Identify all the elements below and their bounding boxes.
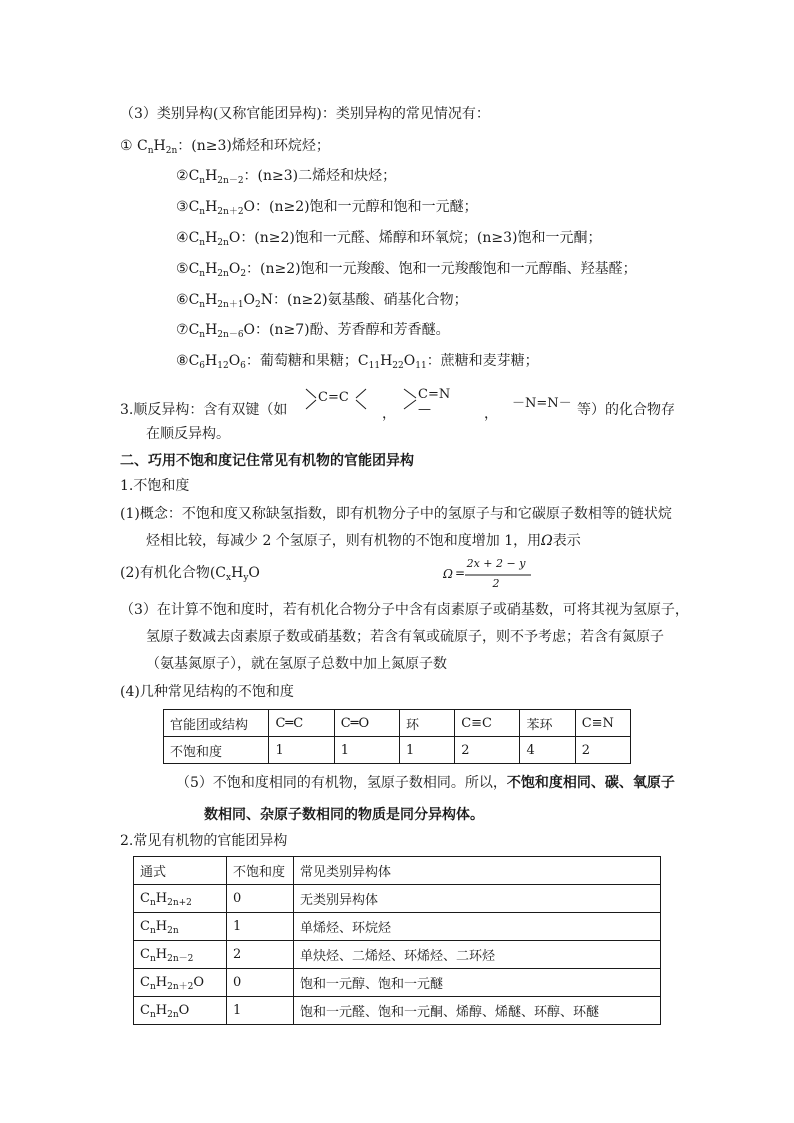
isomer-item-3: $③C_nH_{2n+2}O$：(n≥2)饱和一元醇和饱和一元醚； (176, 199, 478, 217)
structure-c-n-double: C=N— (402, 385, 422, 415)
rule-3-line-1: （3）在计算不饱和度时，若有机化合物分子中含有卤素原子或硝基数，可将其视为氢原子， (120, 602, 689, 618)
table-row (134, 857, 661, 885)
section-2-heading: 二、巧用不饱和度记住常见有机物的官能团异构 (120, 453, 414, 469)
table-cell: 官能团或结构 (164, 710, 269, 737)
table-cell: 环 (399, 710, 454, 737)
subsection-1-title: 1.不饱和度 (120, 478, 190, 494)
table-cell: C≡N (575, 710, 630, 737)
isomer-item-6: $⑥C_nH_{2n+1}O_2N$：(n≥2)氨基酸、硝基化合物； (176, 292, 468, 310)
structure-n-n-double: －N=N－ (512, 396, 572, 411)
rule-5-line-1: （5）不饱和度相同的有机物，氢原子数相同。所以，不饱和度相同、碳、氧原子 (176, 775, 675, 791)
table-cell: 单烯烃、环烷烃 (294, 913, 661, 941)
rule-3-line-3: （氨基氮原子），就在氢原子总数中加上氮原子数 (146, 656, 447, 672)
unsaturation-table (163, 709, 631, 764)
table-cell: 不饱和度 (227, 857, 294, 885)
definition-line-2: 烃相比较，每减少 2 个氢原子，则有机物的不饱和度增加 1，用Ω表示 (146, 533, 581, 549)
table-cell: 1 (227, 913, 294, 941)
table-cell: C≡C (455, 710, 520, 737)
cis-trans-sep2: ， (484, 406, 498, 422)
table-cell: 常见类别异构体 (294, 857, 661, 885)
cis-trans-cont: 在顺反异构。 (146, 426, 230, 442)
table-cell: 2 (455, 737, 520, 764)
table-cell: 1 (227, 997, 294, 1025)
isomer-item-4: $④C_nH_{2n}O$：(n≥2)饱和一元醛、烯醇和环氧烷；(n≥3)饱和一元酮； (176, 230, 602, 248)
table-cell: 苯环 (520, 710, 575, 737)
table-row (134, 941, 661, 969)
cis-trans-lead: 3.顺反异构：含有双键（如 (120, 402, 288, 418)
table-cell: $C_nH_{2n+2}$ (134, 885, 227, 913)
table-row (164, 737, 631, 764)
table-cell: $C_nH_{2n}$ (134, 913, 227, 941)
table-cell: $C_nH_{2n-2}$ (134, 941, 227, 969)
formula-line: (2)有机化合物($C_xH_yO$ (120, 565, 260, 583)
table-cell: 1 (334, 737, 399, 764)
subsection-2-title: 2.常见有机物的官能团异构 (120, 833, 288, 849)
table-cell: 2 (227, 941, 294, 969)
table-row (134, 913, 661, 941)
rule-4-title: (4)几种常见结构的不饱和度 (120, 684, 294, 700)
table-cell: C═C (269, 710, 334, 737)
table-row (134, 997, 661, 1025)
table-cell: 1 (269, 737, 334, 764)
table-cell: 1 (399, 737, 454, 764)
table-cell: 通式 (134, 857, 227, 885)
table-cell: 0 (227, 885, 294, 913)
table-cell: 饱和一元醛、饱和一元酮、烯醇、烯醚、环醇、环醚 (294, 997, 661, 1025)
definition-line-1: (1)概念：不饱和度又称缺氢指数，即有机物分子中的氢原子与和它碳原子数相等的链状烷 (120, 506, 672, 522)
table-row (134, 885, 661, 913)
table-cell: 无类别异构体 (294, 885, 661, 913)
table-cell: 0 (227, 969, 294, 997)
rule-3-line-2: 氢原子数减去卤素原子数或硝基数；若含有氧或硫原子，则不予考虑；若含有氮原子 (146, 629, 664, 645)
isomer-item-5: $⑤C_nH_{2n}O_2$：(n≥2)饱和一元羧酸、饱和一元羧酸饱和一元醇酯、羟基醛； (176, 261, 637, 279)
table-cell: 不饱和度 (164, 737, 269, 764)
isomer-table (133, 856, 661, 1025)
para-3-title: （3）类别异构(又称官能团异构)：类别异构的常见情况有： (120, 106, 490, 122)
isomer-item-2: $②C_nH_{2n-2}$：(n≥3)二烯烃和炔烃； (176, 168, 397, 186)
cis-trans-tail: 等）的化合物存 (577, 402, 675, 418)
table-cell: 2 (575, 737, 630, 764)
isomer-item-7: $⑦C_nH_{2n-6}O$：(n≥7)酚、芳香醇和芳香醚。 (176, 322, 450, 340)
table-row (164, 710, 631, 737)
table-cell: $C_nH_{2n+2}O$ (134, 969, 227, 997)
table-cell: 4 (520, 737, 575, 764)
cis-trans-sep1: ， (382, 406, 396, 422)
rule-5-line-2: 数相同、杂原子数相同的物质是同分异构体。 (204, 807, 484, 823)
table-cell: $C_nH_{2n}O$ (134, 997, 227, 1025)
table-row (134, 969, 661, 997)
isomer-item-8: $⑧C_6H_{12}O_6$：葡萄糖和果糖；$C_{11}H_{22}O_{11}$：蔗糖和麦芽糖； (176, 353, 539, 371)
table-cell: 单炔烃、二烯烃、环烯烃、二环烃 (294, 941, 661, 969)
structure-c-c-double: C=C (304, 385, 368, 415)
isomer-item-1: ① $C_nH_{2n}$：(n≥3)烯烃和环烷烃； (120, 138, 330, 156)
table-cell: 饱和一元醇、饱和一元醚 (294, 969, 661, 997)
table-cell: C═O (334, 710, 399, 737)
